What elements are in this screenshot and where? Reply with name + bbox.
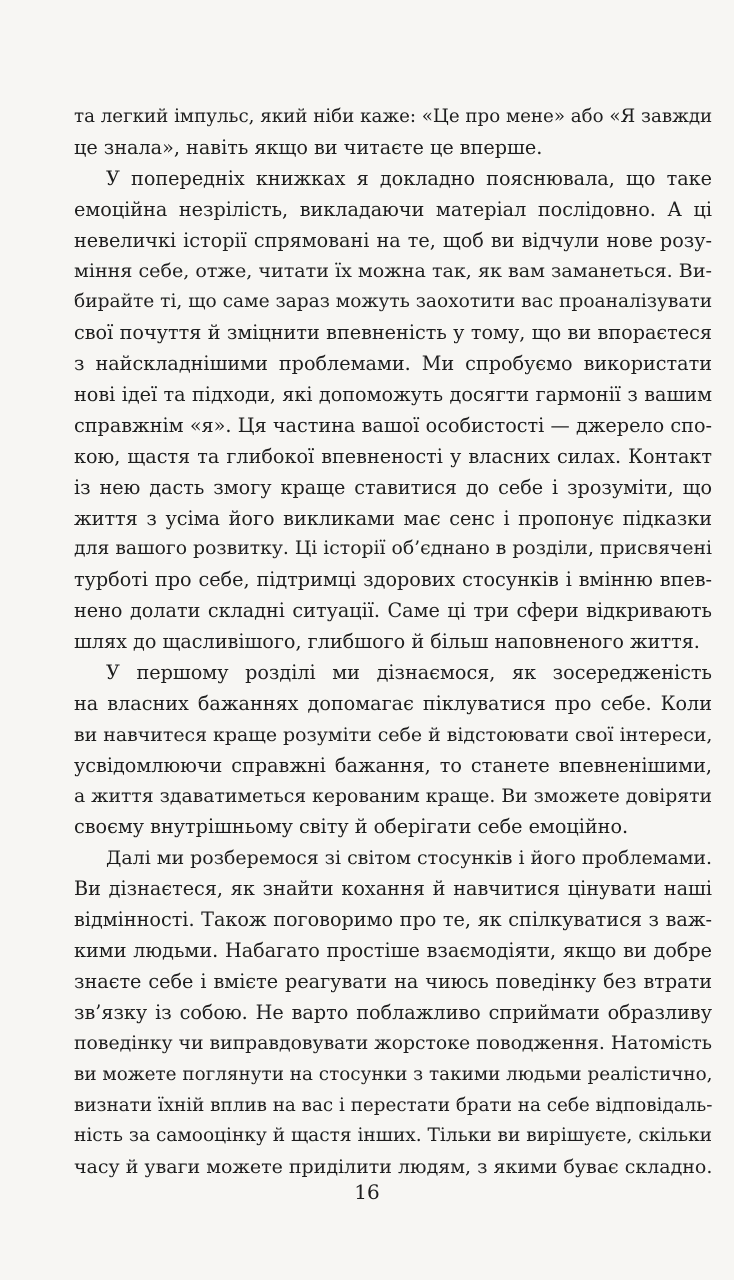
text-line: ви можете поглянути на стосунки з такими людьми реалістично, [74, 1063, 713, 1085]
text-line: свої почуття й зміцнити впевненість у тому, що ви впораєтеся [74, 321, 712, 345]
text-line: справжнім «я». Ця частина вашої особистості — джерело спо- [74, 413, 712, 437]
text-line: шлях до щасливішого, глибшого й більш наповненого життя. [74, 630, 700, 654]
text-line: міння себе, отже, читати їх можна так, як вам заманеться. Ви- [74, 259, 712, 283]
text-line: нено долати складні ситуації. Саме ці три сфери відкривають [74, 599, 712, 623]
text-line: Ви дізнаєтеся, як знайти кохання й навчитися цінувати наші [74, 877, 712, 901]
text-line: життя з усіма його викликами має сенс і пропонує підказки [74, 506, 712, 530]
text-line: У попередніх книжках я докладно пояснювала, що таке [106, 166, 712, 190]
text-line: У першому розділі ми дізнаємося, як зосередженість [106, 661, 712, 685]
text-line: знаєте себе і вмієте реагувати на чиюсь поведінку без втрати [74, 969, 712, 993]
text-line: усвідомлюючи справжні бажання, то станете впевненішими, [74, 753, 712, 777]
text-line: на власних бажаннях допомагає піклуватися про себе. Коли [74, 691, 712, 715]
text-line: бирайте ті, що саме зараз можуть заохотити вас проаналізувати [74, 291, 713, 313]
text-line: а життя здаватиметься керованим краще. Ви зможете довіряти [74, 785, 713, 807]
text-line: зв’язку із собою. Не варто поблажливо сприймати образливу [74, 1000, 712, 1024]
text-line: поведінку чи виправдовувати жорстоке поводження. Натомість [74, 1032, 713, 1054]
text-line: невеличкі історії спрямовані на те, щоб ви відчули нове розу- [74, 228, 712, 252]
text-line: із нею дасть змогу краще ставитися до себе і зрозуміти, що [74, 475, 712, 499]
text-line: визнати їхній вплив на вас і перестати брати на себе відповідаль- [74, 1094, 713, 1116]
text-line: нові ідеї та підходи, які допоможуть досягти гармонії з вашим [74, 383, 712, 407]
text-line: кою, щастя та глибокої впевненості у власних силах. Контакт [74, 444, 712, 468]
text-line: своєму внутрішньому світу й оберігати себе емоційно. [74, 815, 629, 839]
text-line: з найскладнішими проблемами. Ми спробуємо використати [74, 352, 712, 376]
text-line: ви навчитеся краще розуміти себе й відстоювати свої інтереси, [74, 723, 713, 746]
text-line: Далі ми розберемося зі світом стосунків і його проблемами. [106, 847, 713, 870]
text-line: ність за самооцінку й щастя інших. Тільки ви вирішуєте, скільки [74, 1125, 712, 1147]
text-line: відмінності. Також поговоримо про те, як спілкуватися з важ- [74, 908, 712, 932]
text-line: емоційна незрілість, викладаючи матеріал послідовно. А ці [74, 197, 712, 221]
text-line: турботі про себе, підтримці здорових стосунків і вмінню впев- [74, 568, 712, 592]
text-line: часу й уваги можете приділити людям, з якими буває складно. [74, 1156, 713, 1179]
text-line: та легкий імпульс, який ніби каже: «Це про мене» або «Я завжди [74, 106, 713, 127]
page-number: 16 [354, 1180, 380, 1204]
text-line: кими людьми. Набагато простіше взаємодіяти, якщо ви добре [74, 939, 712, 963]
body-text [74, 102, 712, 1183]
text-line: це знала», навіть якщо ви читаєте це вперше. [74, 135, 543, 159]
text-line: для вашого розвитку. Ці історії об’єднано в розділи, присвячені [74, 538, 712, 560]
